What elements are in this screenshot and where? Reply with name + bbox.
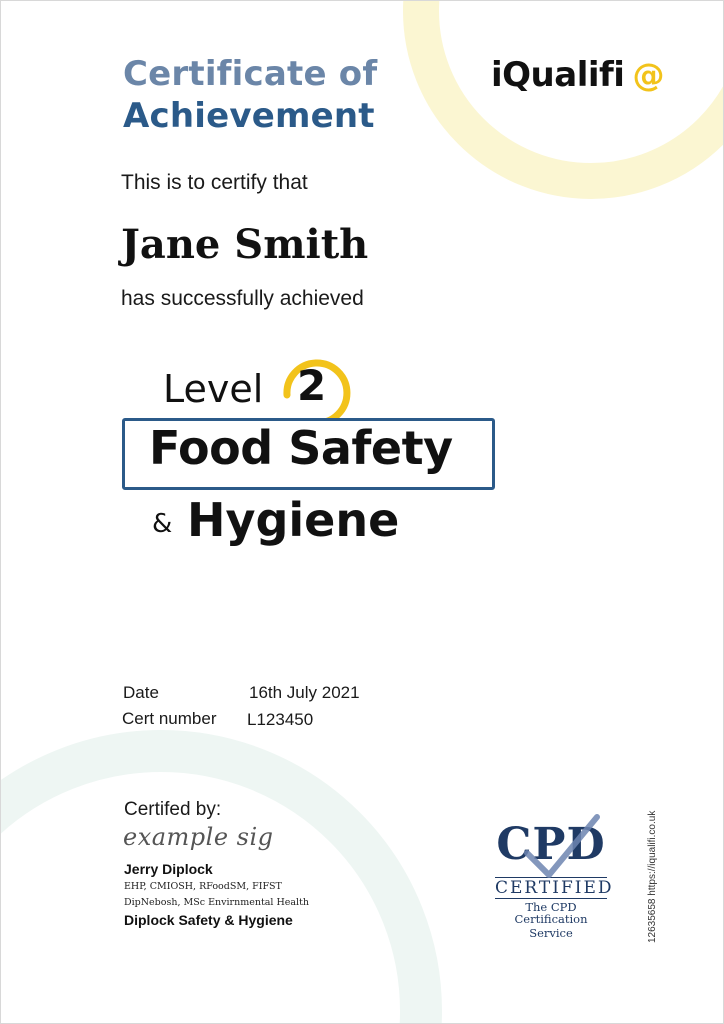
checkmark-icon: [521, 813, 601, 883]
level-number: 2: [297, 361, 327, 410]
recipient-name: Jane Smith: [121, 221, 369, 268]
certificate-reference-vertical: 12635658 https://iqualifi.co.uk: [647, 810, 658, 943]
signature: example sig: [123, 823, 274, 851]
cpd-certified-badge: [489, 819, 613, 939]
cert-number-label: Cert number: [122, 709, 217, 728]
course-title-line-1: Food Safety: [149, 421, 453, 475]
title-line-1: Certificate of: [123, 54, 378, 94]
course-title-line-2: Hygiene: [187, 493, 400, 547]
level-word: Level: [163, 367, 264, 411]
logo-text: iQualifi: [491, 55, 625, 95]
title-line-2: Achievement: [123, 96, 375, 136]
cert-number-value: L123450: [247, 710, 314, 729]
signer-qualifications-2: DipNebosh, MSc Envirnmental Health: [124, 897, 310, 908]
certify-intro: This is to certify that: [121, 171, 308, 194]
signer-qualifications-1: EHP, CMIOSH, RFoodSM, FIFST: [124, 881, 282, 892]
certified-by-heading: Certifed by:: [124, 799, 222, 820]
achieved-text: has successfully achieved: [121, 287, 364, 310]
signer-name: Jerry Diplock: [124, 861, 213, 877]
cpd-mark: [489, 819, 613, 877]
cpd-service-line-2: Service: [529, 926, 573, 940]
cpd-service-line-1: The CPD Certification: [514, 900, 588, 926]
certificate-title: [123, 53, 377, 137]
at-symbol-icon: @: [632, 56, 664, 94]
date-label: Date: [123, 683, 159, 702]
cpd-certified-text: CERTIFIED: [495, 878, 614, 898]
date-value: 16th July 2021: [249, 683, 360, 702]
iqualifi-logo: [491, 55, 664, 95]
cpd-letters: CPD: [496, 819, 606, 870]
course-ampersand: &: [152, 509, 173, 539]
signer-organisation: Diplock Safety & Hygiene: [124, 912, 293, 928]
